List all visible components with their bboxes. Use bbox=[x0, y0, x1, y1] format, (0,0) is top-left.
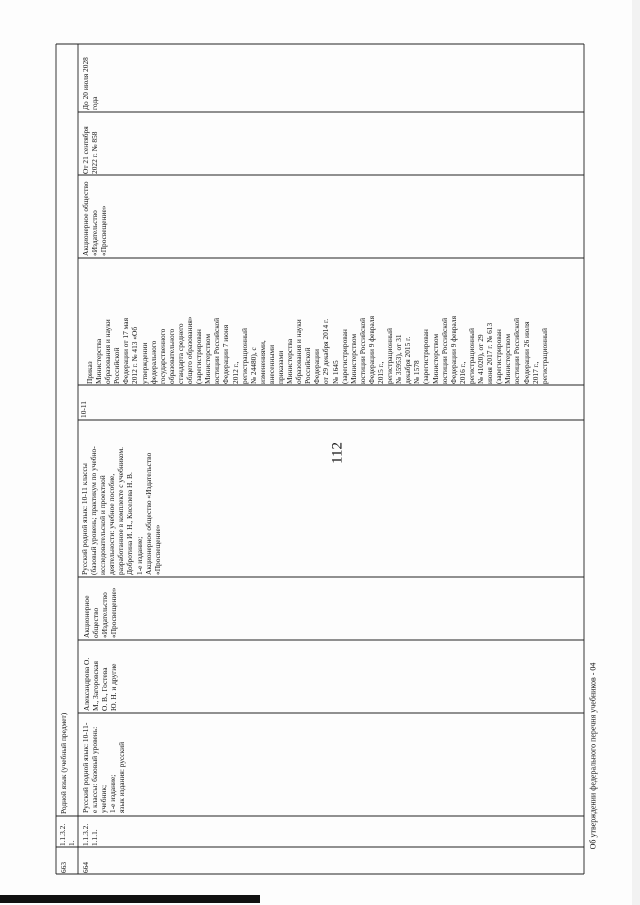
book-code: 1.1.3.2. 1.1.1. bbox=[81, 823, 100, 846]
section-code: 1.1.3.2. 1. bbox=[58, 823, 77, 846]
book-date-to: До 20 июля 2028 года bbox=[81, 57, 100, 110]
book-order: Приказ Министерства образования и науки Российской Федерации от 17 мая 2012 г. № 413 «Об утверждении федерального государственного образовательного стандарта среднего общего образования» (зарегистрирован Министерством юстиции Российской Федерации 7 июня 2012 г., регистрационный № 24480), с изменениями, внесенными приказами Министерства образования и науки Российской Федерации от 29 декабря 2014 г. № 1645 (зарегистрирован Министерством юстиции Российской Федерации 9 февраля 2015 г., регистрационный № 35953), от 31 декабря 2015 г. № 1578 (зарегистрирован Министерством юстиции Российской Федерации 9 февраля 2016 г., регистрационный № 41020), от 29 июня 2017 г. № 613 (зарегистрирован Министерством юстиции Российской Федерации 26 июля 2017 г., регистрационный bbox=[85, 316, 549, 384]
book-grades: 10-11 bbox=[79, 401, 88, 418]
page-number: 112 bbox=[329, 442, 346, 464]
section-num: 663 bbox=[59, 861, 68, 873]
book-manual: Русский родной язык: 10-11 классы (базовый уровень; практикум по учебно- исследовательской и проектной деятельности: учебное пособие, разработанное в комплекте с учебником. Добротина И. Н., Киселева Н. В. 1-е издание; Акционерное общество «Издательство «Просвещение» bbox=[80, 446, 162, 575]
book-authors: Александрова О. М., Загоровская О. В., Гостева Ю. Н. и другие bbox=[82, 657, 119, 711]
document-footer: Об утверждении федерального перечня учебников - 04 bbox=[588, 662, 598, 850]
scan-edge-mark bbox=[0, 895, 260, 903]
book-name: Русский родной язык: 10-11- е классы: базовый уровень: учебник; 1-е издание; язык издания: русский bbox=[81, 722, 127, 813]
book-num: 664 bbox=[81, 861, 90, 873]
book-date-from: От 21 сентября 2022 г. № 858 bbox=[81, 126, 100, 174]
book-org: Акционерное общество «Издательство «Просвещение» bbox=[81, 181, 109, 256]
section-title: Родной язык (учебный предмет) bbox=[59, 712, 68, 814]
book-publisher: Акционерное общество «Издательство «Просвещение» bbox=[82, 587, 119, 638]
